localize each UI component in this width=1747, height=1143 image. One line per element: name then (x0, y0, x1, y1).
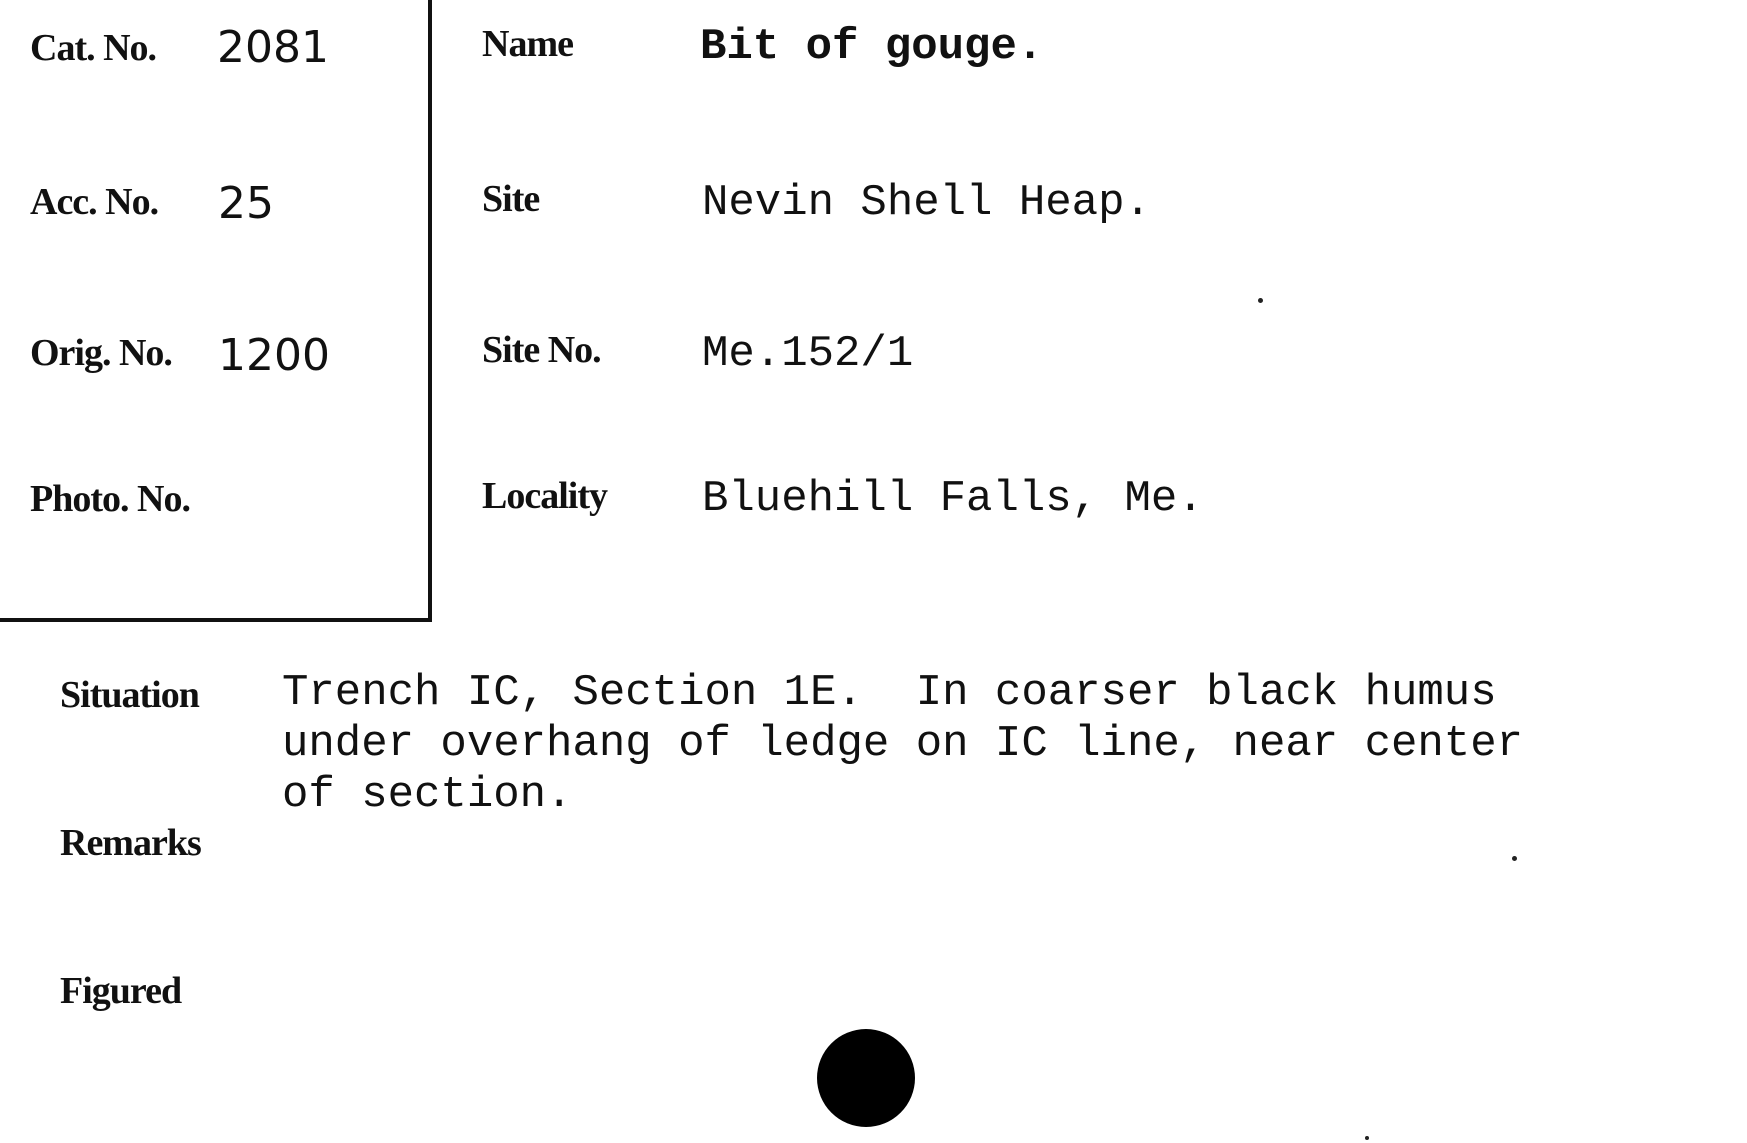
scan-speck (1365, 1136, 1369, 1140)
situation-line-2: under overhang of ledge on IC line, near center (282, 719, 1524, 769)
name-label: Name (482, 23, 573, 65)
situation-label: Situation (60, 674, 199, 716)
box-bottom-border (0, 618, 432, 622)
acc-no-label: Acc. No. (30, 181, 159, 223)
orig-no-value: 1200 (218, 330, 330, 381)
site-value: Nevin Shell Heap. (702, 178, 1151, 228)
site-no-label: Site No. (482, 329, 601, 371)
site-no-value: Me.152/1 (702, 329, 914, 379)
scan-speck (1258, 298, 1263, 303)
remarks-label: Remarks (60, 822, 201, 864)
photo-no-label: Photo. No. (30, 478, 190, 520)
figured-label: Figured (60, 970, 182, 1012)
acc-no-value: 25 (218, 178, 274, 229)
locality-label: Locality (482, 475, 607, 517)
orig-no-label: Orig. No. (30, 332, 172, 374)
card-punch-hole (817, 1029, 915, 1127)
site-label: Site (482, 178, 540, 220)
situation-line-3: of section. (282, 770, 573, 820)
scan-speck (1512, 856, 1517, 861)
column-divider (428, 0, 432, 622)
cat-no-label: Cat. No. (30, 27, 157, 69)
cat-no-value: 2081 (217, 22, 329, 73)
locality-value: Bluehill Falls, Me. (702, 474, 1204, 524)
situation-text (282, 668, 1523, 821)
name-value: Bit of gouge. (700, 22, 1044, 72)
situation-line-1: Trench IC, Section 1E. In coarser black humus (282, 668, 1497, 718)
